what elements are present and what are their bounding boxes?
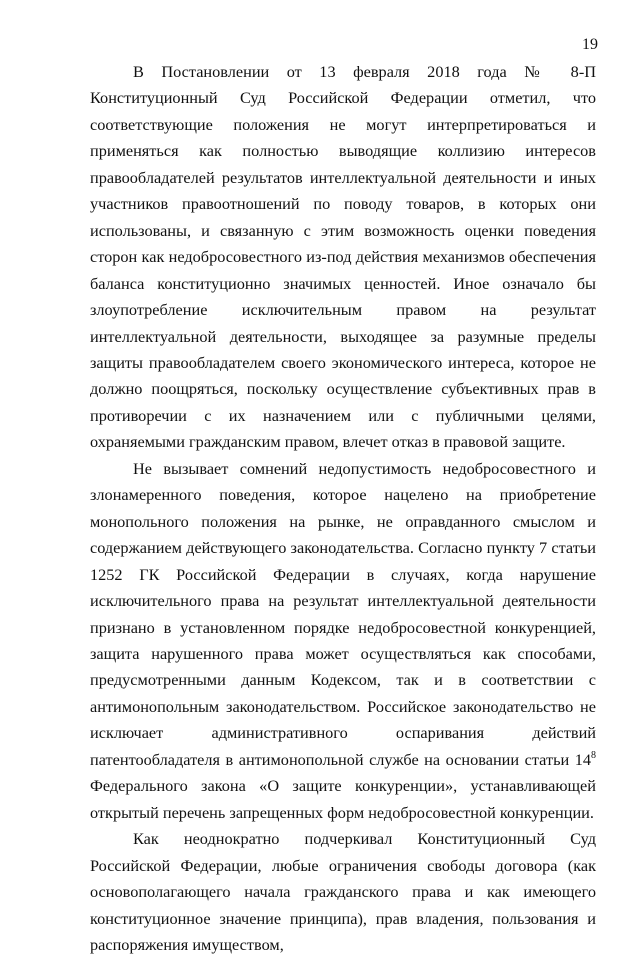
paragraph-1: В Постановлении от 13 февраля 2018 года № 8-П Конституционный Суд Российской Федерации отметил, что соответствующие положения не могут интерпретироваться и применяться как полностью выводящие коллизию интересов правообладателей результатов интеллектуальной деятельности и иных участников правоотношений по поводу товаров, в которых они использованы, и связанную с этим возможность оценки поведения сторон как недобросовестного из-под действия механизмов обеспечения баланса конституционно значимых ценностей. Иное означало бы злоупотребление исключительным правом на результат интеллектуальной деятельности, выходящее за разумные пределы защиты правообладателем своего экономического интереса, которое не должно поощряться, поскольку осуществление субъективных прав в противоречии с их назначением или с публичными целями, охраняемыми гражданским правом, влечет отказ в правовой защите.: [90, 62, 596, 452]
document-body: [90, 59, 596, 958]
article-superscript: 8: [591, 749, 596, 761]
paragraph-2-text-before-footnote: Не вызывает сомнений недопустимость недобросовестного и злонамеренного поведения, которое нацелено на приобретение монопольного положения на рынке, не оправданного смыслом и содержанием действующего законодательства. Согласно пункту 7 статьи 1252 ГК Российской Федерации в случаях, когда нарушение исключительного права на результат интеллектуальной деятельности признано в установленном порядке недобросовестной конкуренцией, защита нарушенного права может осуществляться как способами, предусмотренными данным Кодексом, так и в соответствии с антимонопольным законодательством. Российское законодательство не исключает административного оспаривания действий патентообладателя в антимонопольной службе на основании статьи 14: [90, 458, 596, 769]
paragraph-3: Как неоднократно подчеркивал Конституционный Суд Российской Федерации, любые ограничения свободы договора (как основополагающего начала гражданского права и как имеющего конституционное значение принципа), прав владения, пользования и распоряжения имуществом,: [90, 829, 596, 954]
paragraph-2-text-after-footnote: Федерального закона «О защите конкуренции», устанавливающей открытый перечень запрещенных форм недобросовестной конкуренции.: [90, 776, 596, 822]
paragraph-2: [90, 456, 596, 826]
page-number: 19: [582, 36, 598, 53]
